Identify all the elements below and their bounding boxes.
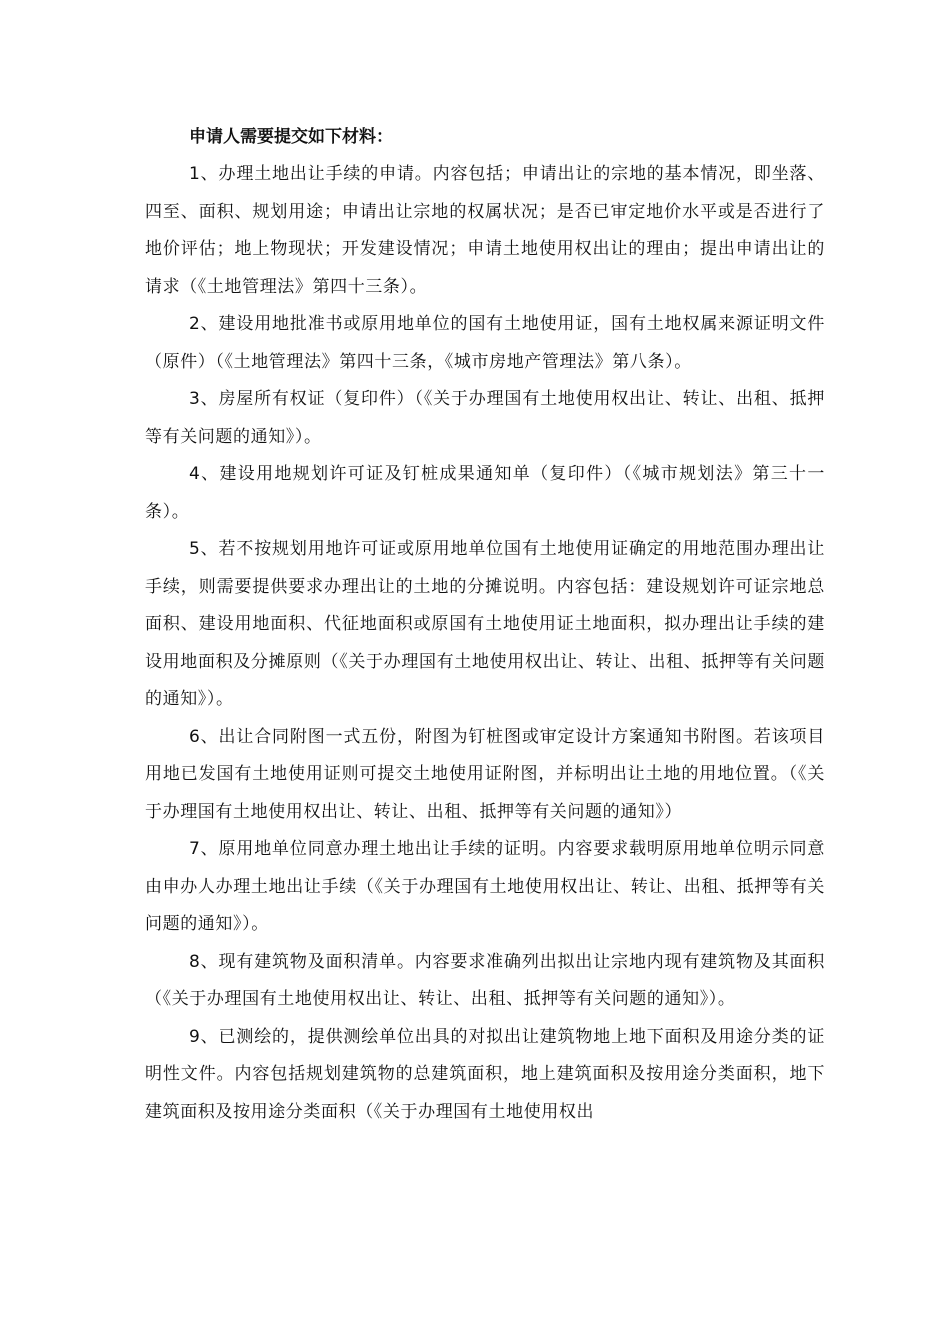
paragraph-item-6: 6、出让合同附图一式五份，附图为钉桩图或审定设计方案通知书附图。若该项目用地已发国有土地使用证则可提交土地使用证附图，并标明出让土地的用地位置。（《关于办理国有土地使用权出让、转让、出租、抵押等有关问题的通知》） xyxy=(145,726,825,822)
paragraph-item-4: 4、建设用地规划许可证及钉桩成果通知单（复印件）（《城市规划法》第三十一条）。 xyxy=(145,464,825,522)
document-heading: 申请人需要提交如下材料： xyxy=(189,127,393,147)
paragraph-item-9: 9、已测绘的，提供测绘单位出具的对拟出让建筑物地上地下面积及用途分类的证明性文件。内容包括规划建筑物的总建筑面积，地上建筑面积及按用途分类面积，地下建筑面积及按用途分类面积（《关于办理国有土地使用权出 xyxy=(145,1026,825,1122)
paragraph-item-2: 2、建设用地批准书或原用地单位的国有土地使用证，国有土地权属来源证明文件（原件）（《土地管理法》第四十三条，《城市房地产管理法》第八条）。 xyxy=(145,314,825,372)
paragraph-item-7: 7、原用地单位同意办理土地出让手续的证明。内容要求载明原用地单位明示同意由申办人办理土地出让手续（《关于办理国有土地使用权出让、转让、出租、抵押等有关问题的通知》）。 xyxy=(145,839,825,934)
document-page xyxy=(145,118,825,1131)
paragraph-item-3: 3、房屋所有权证（复印件）（《关于办理国有土地使用权出让、转让、出租、抵押等有关问题的通知》）。 xyxy=(145,389,825,447)
paragraph-item-8: 8、现有建筑物及面积清单。内容要求准确列出拟出让宗地内现有建筑物及其面积（《关于办理国有土地使用权出让、转让、出租、抵押等有关问题的通知》）。 xyxy=(145,951,825,1009)
paragraph-item-1: 1、办理土地出让手续的申请。内容包括；申请出让的宗地的基本情况，即坐落、四至、面积、规划用途；申请出让宗地的权属状况；是否已审定地价水平或是否进行了地价评估；地上物现状；开发建设情况；申请土地使用权出让的理由；提出申请出让的请求（《土地管理法》第四十三条）。 xyxy=(145,164,825,297)
paragraph-item-5: 5、若不按规划用地许可证或原用地单位国有土地使用证确定的用地范围办理出让手续，则需要提供要求办理出让的土地的分摊说明。内容包括：建设规划许可证宗地总面积、建设用地面积、代征地面积或原国有土地使用证土地面积，拟办理出让手续的建设用地面积及分摊原则（《关于办理国有土地使用权出让、转让、出租、抵押等有关问题的通知》）。 xyxy=(145,539,825,709)
